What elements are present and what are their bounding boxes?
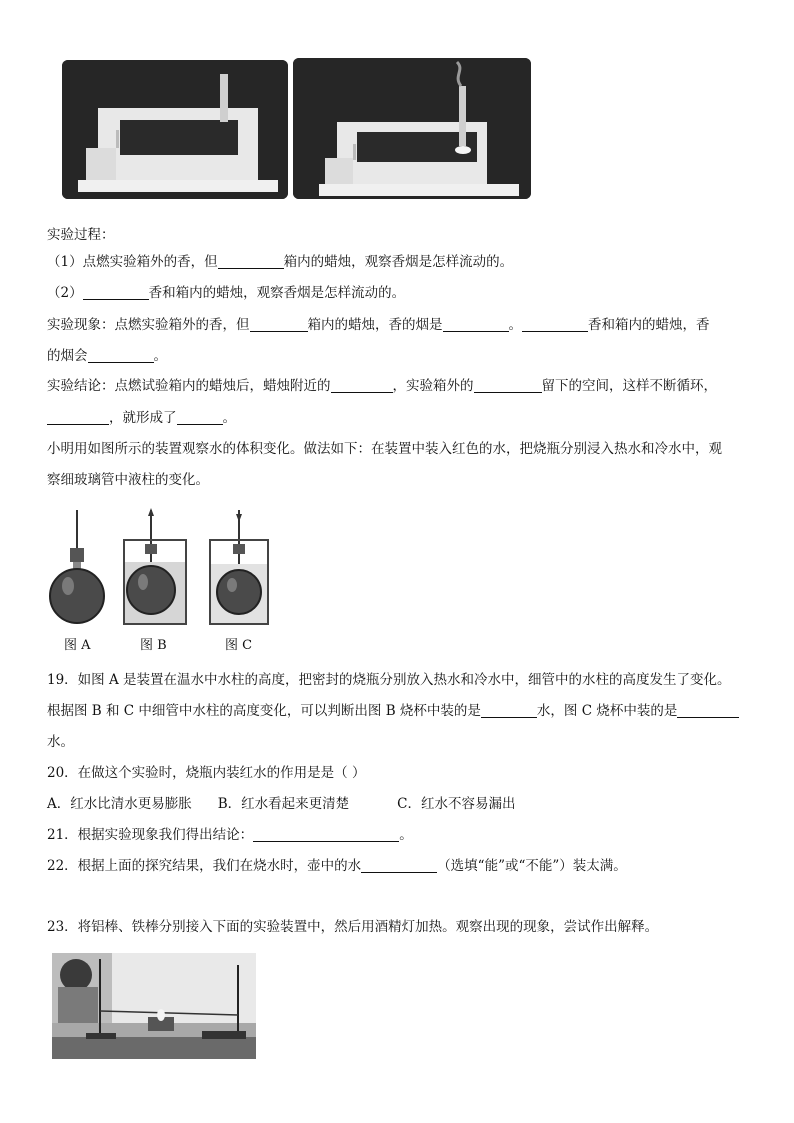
question-20-options [47,795,516,813]
step-1: （1）点燃实验箱外的香，但 箱内的蜡烛，观察香烟是怎样流动的。 [47,254,514,270]
answer-blank[interactable] [481,703,537,718]
answer-blank[interactable] [443,317,509,332]
option-b[interactable]: B．红水看起来更清楚 [217,796,350,812]
question-22: 22．根据上面的探究结果，我们在烧水时，壶中的水 （选填“能”或“不能”）装太满。 [47,858,627,874]
option-c[interactable]: C．红水不容易漏出 [397,796,516,812]
phenomenon-line-2: 的烟会 。 [47,348,167,364]
figure-b-beaker [118,508,190,626]
answer-blank[interactable] [522,317,588,332]
figure-b-caption: 图 B [140,638,167,653]
conclusion-line-2: ，就形成了 。 [47,409,236,427]
heating-apparatus-photo [52,953,256,1059]
question-19-line-2: 根据图 B 和 C 中细管中水柱的高度变化，可以判断出图 B 烧杯中装的是 水，图 C 烧杯中装的是 [47,702,739,720]
answer-blank[interactable] [474,378,542,393]
conclusion-line-1: 实验结论：点燃试验箱内的蜡烛后，蜡烛附近的 ，实验箱外的 留下的空间，这样不断循环， [47,378,717,394]
answer-blank[interactable] [88,348,154,363]
answer-blank[interactable] [218,254,284,269]
phenomenon-line-1: 实验现象：点燃实验箱外的香，但 箱内的蜡烛，香的烟是 。 香和箱内的蜡烛，香 [47,317,710,333]
figure-a-flask [46,508,110,626]
figure-c-caption: 图 C [225,638,253,653]
answer-blank[interactable] [361,858,437,873]
option-a[interactable]: A．红水比清水更易膨胀 [47,796,192,812]
answer-blank[interactable] [177,410,223,425]
question-23: 23．将铝棒、铁棒分别接入下面的实验装置中，然后用酒精灯加热。观察出现的现象，尝试作出解释。 [47,919,659,935]
flask-intro-line-1: 小明用如图所示的装置观察水的体积变化。做法如下：在装置中装入红色的水，把烧瓶分别浸入热水和冷水中，观 [47,441,722,457]
question-19-line-1: 19．如图 A 是装置在温水中水柱的高度，把密封的烧瓶分别放入热水和冷水中，细管中的水柱的高度发生了变化。 [47,672,731,688]
experiment-box-photo-lit [293,58,531,199]
question-20-stem: 20．在做这个实验时，烧瓶内装红水的作用是是（ ） [47,765,366,781]
answer-blank[interactable] [250,317,308,332]
figure-a-caption: 图 A [64,638,91,653]
answer-blank[interactable] [47,410,109,425]
question-21: 21．根据实验现象我们得出结论： 。 [47,827,413,843]
answer-blank[interactable] [331,378,393,393]
answer-blank[interactable] [253,827,399,842]
answer-blank[interactable] [83,285,149,300]
answer-blank[interactable] [677,703,739,718]
figure-c-beaker [206,508,272,626]
flask-intro-line-2: 察细玻璃管中液柱的变化。 [47,472,209,488]
question-19-line-3: 水。 [47,734,74,750]
experiment-box-photo-unlit [62,60,288,199]
step-2: （2） 香和箱内的蜡烛，观察香烟是怎样流动的。 [47,285,406,301]
process-heading: 实验过程： [47,227,115,243]
